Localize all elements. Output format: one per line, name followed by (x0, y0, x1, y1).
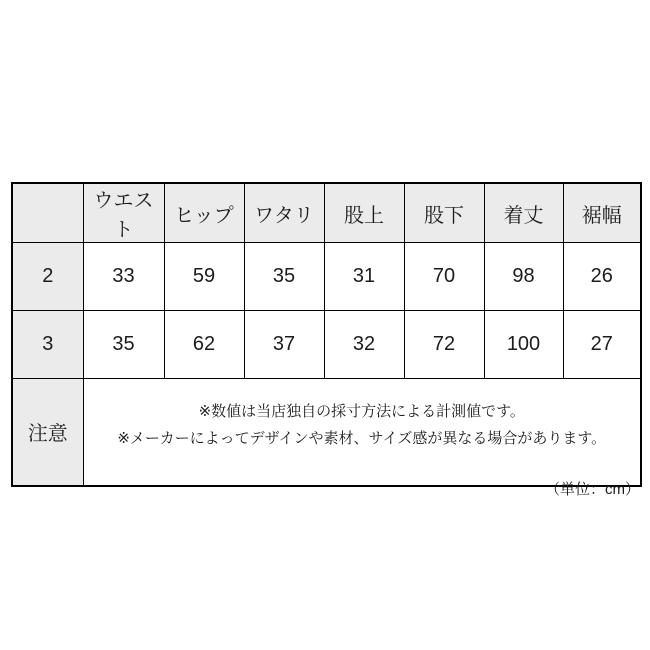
note-cell (83, 379, 641, 486)
size-2-thigh-value: 35 (244, 243, 324, 311)
header-cell-inseam: 股下 (404, 183, 484, 243)
table-row-notes (12, 379, 641, 486)
header-cell-rise: 股上 (324, 183, 404, 243)
size-3-inseam-value: 72 (404, 311, 484, 379)
size-2-waist-value: 33 (83, 243, 164, 311)
row-label-size-2: 2 (12, 243, 83, 311)
size-3-length-value: 100 (484, 311, 563, 379)
header-cell-waist: ウエスト (83, 183, 164, 243)
table-row-size-3 (12, 311, 641, 379)
size-2-hem-width-value: 26 (563, 243, 641, 311)
header-row (12, 183, 641, 243)
note-row-label: 注意 (12, 379, 83, 486)
unit-label: （単位：cm） (545, 481, 640, 498)
row-label-size-3: 3 (12, 311, 83, 379)
size-2-hip-value: 59 (164, 243, 244, 311)
size-3-hip-value: 62 (164, 311, 244, 379)
header-cell-length: 着丈 (484, 183, 563, 243)
size-3-rise-value: 32 (324, 311, 404, 379)
note-line-manufacturer: ※メーカーによってデザインや素材、サイズ感が異なる場合があります。 (117, 429, 607, 447)
size-3-hem-width-value: 27 (563, 311, 641, 379)
note-line-measurement: ※数値は当店独自の採寸方法による計測値です。 (198, 402, 525, 420)
size-chart-table (11, 182, 642, 487)
table-row-size-2 (12, 243, 641, 311)
size-2-rise-value: 31 (324, 243, 404, 311)
size-2-inseam-value: 70 (404, 243, 484, 311)
header-cell-thigh: ワタリ (244, 183, 324, 243)
header-cell-hip: ヒップ (164, 183, 244, 243)
size-2-length-value: 98 (484, 243, 563, 311)
header-cell-hem-width: 裾幅 (563, 183, 641, 243)
size-3-thigh-value: 37 (244, 311, 324, 379)
size-3-waist-value: 35 (83, 311, 164, 379)
header-cell-empty (12, 183, 83, 243)
